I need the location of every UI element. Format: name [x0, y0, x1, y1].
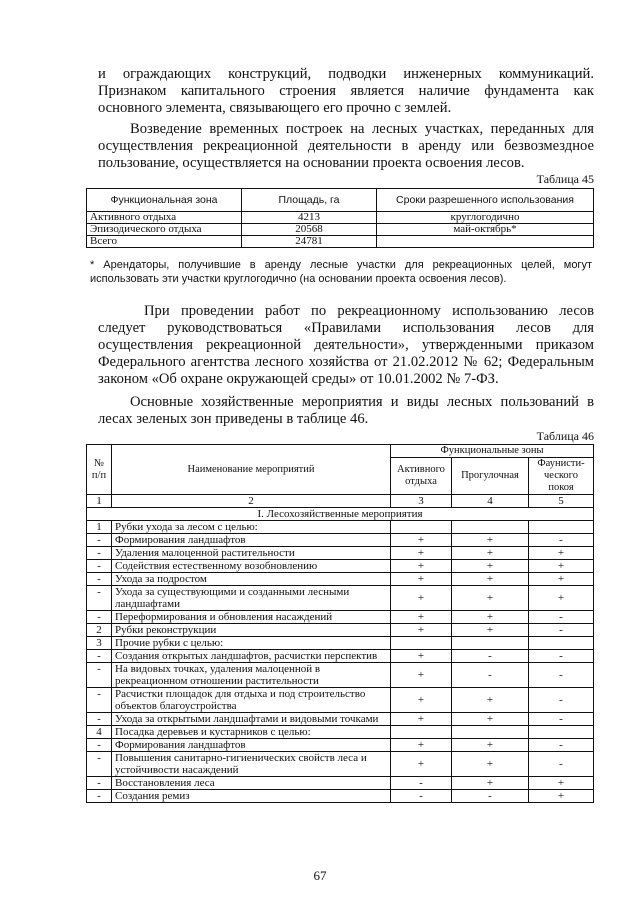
cell: май-октябрь*: [377, 224, 594, 236]
table-46-label: Таблица 46: [536, 429, 594, 443]
walking-zone-mark: -: [452, 663, 529, 688]
walking-zone-mark: +: [452, 739, 529, 752]
fauna-zone-mark: +: [529, 777, 594, 790]
row-name: Посадка деревьев и кустарников с целью:: [112, 726, 391, 739]
table-row: [87, 573, 594, 586]
cell: [377, 236, 594, 248]
fauna-zone-mark: [529, 521, 594, 534]
table-row: [87, 739, 594, 752]
cell: 4: [452, 495, 529, 508]
fauna-zone-mark: [529, 637, 594, 650]
active-zone-mark: [391, 521, 452, 534]
row-number: -: [87, 650, 112, 663]
row-name: Переформирования и обновления насаждений: [112, 611, 391, 624]
active-zone-mark: [391, 726, 452, 739]
cell: круглогодично: [377, 212, 594, 224]
row-number: 3: [87, 637, 112, 650]
col-header-walking: Прогулочная: [452, 458, 529, 495]
active-zone-mark: [391, 637, 452, 650]
walking-zone-mark: +: [452, 534, 529, 547]
table-row: [87, 521, 594, 534]
table-row: [87, 224, 594, 236]
table-row: [87, 777, 594, 790]
row-number: 2: [87, 624, 112, 637]
paragraph-3: При проведении работ по рекреационному использованию лесов следует руководствоваться «Правилами использования лесов для осуществления рекреационной деятельности», утвержденными приказом Федерального агентства лесного хозяйства от 21.02.2012 № 62; Федеральным законом «Об охране окружающей среды» от 10.01.2002 № 7-ФЗ.: [98, 303, 594, 387]
table-row: [87, 650, 594, 663]
active-zone-mark: +: [391, 560, 452, 573]
fauna-zone-mark: -: [529, 739, 594, 752]
cell: 1: [87, 495, 112, 508]
col-header-num: № п/п: [87, 445, 112, 495]
row-name: Формирования ландшафтов: [112, 739, 391, 752]
section-row: [87, 508, 594, 521]
row-number: -: [87, 547, 112, 560]
walking-zone-mark: +: [452, 688, 529, 713]
row-number: -: [87, 777, 112, 790]
walking-zone-mark: +: [452, 752, 529, 777]
active-zone-mark: +: [391, 624, 452, 637]
fauna-zone-mark: -: [529, 688, 594, 713]
row-name: Ухода за подростом: [112, 573, 391, 586]
walking-zone-mark: -: [452, 790, 529, 803]
table-45: [86, 188, 594, 248]
row-name: Прочие рубки с целью:: [112, 637, 391, 650]
row-name: Создания ремиз: [112, 790, 391, 803]
table-row: [87, 663, 594, 688]
row-name: На видовых точках, удаления малоценной в рекреационном отношении растительности: [112, 663, 391, 688]
active-zone-mark: +: [391, 650, 452, 663]
fauna-zone-mark: -: [529, 752, 594, 777]
fauna-zone-mark: +: [529, 573, 594, 586]
active-zone-mark: +: [391, 713, 452, 726]
paragraph-2: Возведение временных построек на лесных участках, переданных для осуществления рекреационной деятельности в аренду или безвозмездное пользование, осуществляется на основании проекта освоения лесов.: [98, 121, 594, 171]
row-number: -: [87, 752, 112, 777]
table-45-label: Таблица 45: [536, 172, 594, 186]
fauna-zone-mark: +: [529, 560, 594, 573]
active-zone-mark: +: [391, 573, 452, 586]
page-number: 67: [313, 868, 327, 883]
walking-zone-mark: +: [452, 573, 529, 586]
table-row: [87, 212, 594, 224]
walking-zone-mark: [452, 637, 529, 650]
col-header-name: Наименование мероприятий: [112, 445, 391, 495]
active-zone-mark: +: [391, 663, 452, 688]
table-row: [87, 713, 594, 726]
walking-zone-mark: +: [452, 611, 529, 624]
col-header-area: Площадь, га: [242, 189, 377, 212]
table-row: [87, 534, 594, 547]
row-number: -: [87, 534, 112, 547]
table-row: [87, 637, 594, 650]
active-zone-mark: +: [391, 688, 452, 713]
col-header-fauna: Фаунисти-ческого покоя: [529, 458, 594, 495]
walking-zone-mark: +: [452, 560, 529, 573]
cell: 5: [529, 495, 594, 508]
row-name: Расчистки площадок для отдыха и под строительство объектов благоустройства: [112, 688, 391, 713]
fauna-zone-mark: -: [529, 663, 594, 688]
walking-zone-mark: +: [452, 624, 529, 637]
row-name: Рубки ухода за лесом с целью:: [112, 521, 391, 534]
row-number: -: [87, 560, 112, 573]
table-row: [87, 624, 594, 637]
cell: 2: [112, 495, 391, 508]
row-name: Повышения санитарно-гигиенических свойств леса и устойчивости насаждений: [112, 752, 391, 777]
table-row: [87, 752, 594, 777]
row-name: Содействия естественному возобновлению: [112, 560, 391, 573]
active-zone-mark: +: [391, 534, 452, 547]
table-row: [87, 586, 594, 611]
walking-zone-mark: +: [452, 547, 529, 560]
fauna-zone-mark: -: [529, 534, 594, 547]
active-zone-mark: +: [391, 586, 452, 611]
cell: Эпизодического отдыха: [87, 224, 242, 236]
cell: 3: [391, 495, 452, 508]
table-row: [87, 236, 594, 248]
row-number: -: [87, 713, 112, 726]
row-number: -: [87, 790, 112, 803]
row-name: Ухода за открытыми ландшафтами и видовыми точками: [112, 713, 391, 726]
table-46: [86, 444, 594, 803]
row-number: 4: [87, 726, 112, 739]
fauna-zone-mark: -: [529, 624, 594, 637]
fauna-zone-mark: -: [529, 650, 594, 663]
col-header-zones: Функциональные зоны: [391, 445, 594, 458]
row-number: -: [87, 573, 112, 586]
row-number: -: [87, 688, 112, 713]
row-name: Удаления малоценной растительности: [112, 547, 391, 560]
row-number: 1: [87, 521, 112, 534]
row-number: -: [87, 611, 112, 624]
paragraph-1: и ограждающих конструкций, подводки инженерных коммуникаций. Признаком капитального строения является наличие фундамента как основного элемента, связывающего его прочно с землей.: [98, 66, 594, 116]
walking-zone-mark: +: [452, 586, 529, 611]
table-header-row: [87, 189, 594, 212]
active-zone-mark: -: [391, 777, 452, 790]
row-name: Восстановления леса: [112, 777, 391, 790]
fauna-zone-mark: [529, 726, 594, 739]
row-name: Создания открытых ландшафтов, расчистки перспектив: [112, 650, 391, 663]
walking-zone-mark: [452, 521, 529, 534]
col-header-terms: Сроки разрешенного использования: [377, 189, 594, 212]
fauna-zone-mark: +: [529, 586, 594, 611]
row-name: Ухода за существующими и созданными лесными ландшафтами: [112, 586, 391, 611]
col-header-zone: Функциональная зона: [87, 189, 242, 212]
active-zone-mark: +: [391, 752, 452, 777]
fauna-zone-mark: +: [529, 547, 594, 560]
table-46-body: [87, 521, 594, 803]
fauna-zone-mark: -: [529, 713, 594, 726]
table-row: [87, 611, 594, 624]
table-45-footnote: * Арендаторы, получившие в аренду лесные участки для рекреационных целей, могут использовать эти участки круглогодично (на основании проекта освоения лесов).: [90, 259, 592, 285]
table-row: [87, 560, 594, 573]
column-number-row: [87, 495, 594, 508]
table-row: [87, 688, 594, 713]
table-row: [87, 790, 594, 803]
paragraph-4: Основные хозяйственные мероприятия и виды лесных пользований в лесах зеленых зон приведены в таблице 46.: [98, 394, 594, 427]
cell: 20568: [242, 224, 377, 236]
walking-zone-mark: +: [452, 713, 529, 726]
table-row: [87, 547, 594, 560]
row-name: Формирования ландшафтов: [112, 534, 391, 547]
walking-zone-mark: +: [452, 777, 529, 790]
row-name: Рубки реконструкции: [112, 624, 391, 637]
row-number: -: [87, 739, 112, 752]
active-zone-mark: +: [391, 739, 452, 752]
cell: Активного отдыха: [87, 212, 242, 224]
row-number: -: [87, 586, 112, 611]
table-row: [87, 726, 594, 739]
active-zone-mark: +: [391, 611, 452, 624]
row-number: -: [87, 663, 112, 688]
col-header-active: Активного отдыха: [391, 458, 452, 495]
walking-zone-mark: [452, 726, 529, 739]
cell: 4213: [242, 212, 377, 224]
cell: 24781: [242, 236, 377, 248]
fauna-zone-mark: +: [529, 790, 594, 803]
cell: Всего: [87, 236, 242, 248]
active-zone-mark: -: [391, 790, 452, 803]
section-title: I. Лесохозяйственные мероприятия: [87, 508, 594, 521]
walking-zone-mark: -: [452, 650, 529, 663]
fauna-zone-mark: -: [529, 611, 594, 624]
table-header-row: [87, 445, 594, 458]
active-zone-mark: +: [391, 547, 452, 560]
